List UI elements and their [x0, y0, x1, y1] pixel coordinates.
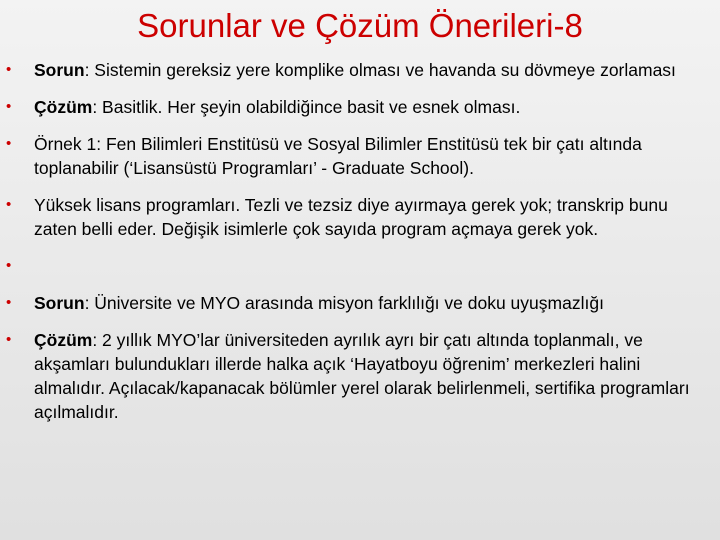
bullet-item-3	[6, 132, 706, 180]
bullet-item-4	[6, 193, 706, 241]
slide-title: Sorunlar ve Çözüm Önerileri-8	[137, 7, 583, 44]
bullet-text: : Sistemin gereksiz yere komplike olması ve havanda su dövmeye zorlaması	[84, 60, 676, 80]
bullet-text: : Üniversite ve MYO arasında misyon farklılığı ve doku uyuşmazlığı	[84, 293, 604, 313]
bullet-icon: •	[6, 196, 12, 213]
bullet-label: Çözüm	[34, 97, 93, 117]
bullet-label: Çözüm	[34, 330, 93, 350]
bullet-item-5-empty	[6, 254, 706, 278]
bullet-label: Sorun	[34, 293, 85, 313]
bullet-item-2	[6, 95, 706, 119]
bullet-icon: •	[6, 98, 12, 115]
bullet-icon: •	[6, 61, 12, 78]
bullet-icon: •	[6, 294, 12, 311]
bullet-label: Sorun	[34, 60, 85, 80]
bullet-text: Yüksek lisans programları. Tezli ve tezsiz diye ayırmaya gerek yok; transkrip bunu zaten belli eder. Değişik isimlerle çok sayıda program açmaya gerek yok.	[34, 195, 668, 239]
bullet-list	[6, 58, 706, 437]
bullet-text: Örnek 1: Fen Bilimleri Enstitüsü ve Sosyal Bilimler Enstitüsü tek bir çatı altında toplanabilir (‘Lisansüstü Programları’ - Graduate School).	[34, 134, 642, 178]
bullet-item-7	[6, 328, 706, 424]
bullet-item-6	[6, 291, 706, 315]
bullet-text: : 2 yıllık MYO’lar üniversiteden ayrılık ayrı bir çatı altında toplanmalı, ve akşamları bulundukları illerde halka açık ‘Hayatboyu öğrenim’ merkezleri halini almalıdır. Açılacak/kapanacak bölümler yerel olarak belirlenmeli, sertifika programları açılmalıdır.	[34, 330, 690, 422]
bullet-icon: •	[6, 331, 12, 348]
bullet-item-1	[6, 58, 706, 82]
bullet-icon: •	[6, 257, 12, 274]
bullet-icon: •	[6, 135, 12, 152]
bullet-text: : Basitlik. Her şeyin olabildiğince basit ve esnek olması.	[92, 97, 521, 117]
